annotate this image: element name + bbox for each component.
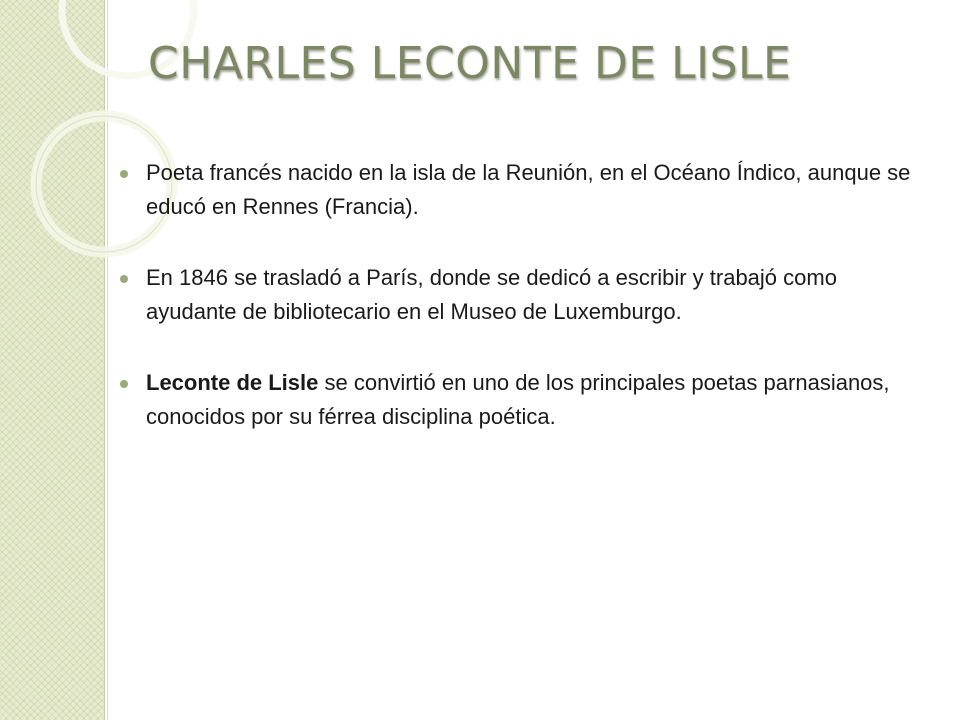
bullet-item <box>118 156 918 224</box>
bullet-text: Poeta francés nacido en la isla de la Reunión, en el Océano Índico, aunque se educó en Rennes (Francia). <box>146 160 911 219</box>
bullet-dot-icon <box>120 380 128 388</box>
bullet-bold-text: Leconte de Lisle <box>146 370 319 395</box>
bullet-item <box>118 261 918 329</box>
slide-title: CHARLES LECONTE DE LISLE <box>148 38 792 89</box>
bullet-text: se convirtió en uno de los principales poetas parnasianos, conocidos por su férrea disciplina poética. <box>146 370 890 429</box>
bullet-list <box>118 156 918 471</box>
bullet-dot-icon <box>120 275 128 283</box>
bullet-item <box>118 366 918 434</box>
bullet-dot-icon <box>120 170 128 178</box>
bullet-text: En 1846 se trasladó a París, donde se dedicó a escribir y trabajó como ayudante de bibliotecario en el Museo de Luxemburgo. <box>146 265 837 324</box>
